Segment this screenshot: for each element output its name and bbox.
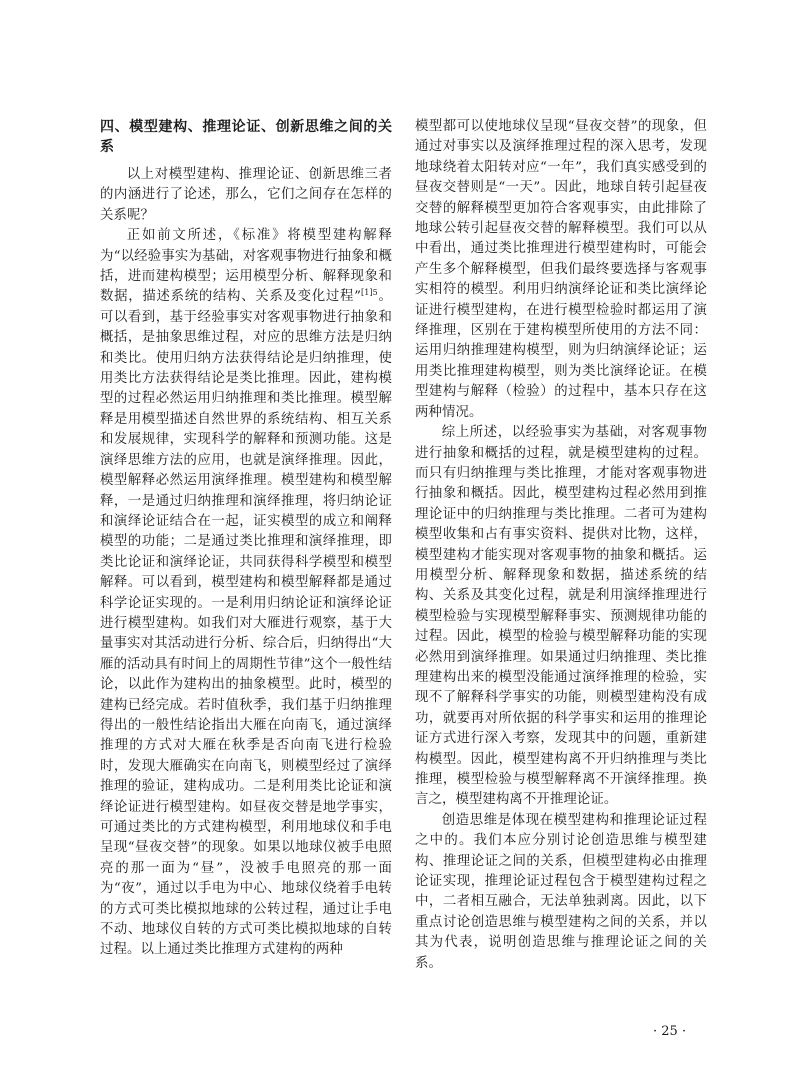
paragraph-continued: 模型都可以使地球仪呈现“昼夜交替”的现象，但通过对事实以及演绎推理过程的深入思考，发现地球绕着太阳转对应“一年”，我们真实感受到的昼夜交替则是“一天”。因此，地球自转引起昼夜交替的解释模型更加符合客观事实，由此排除了地球公转引起昼夜交替的解释模型。我们可以从中看出，通过类比推理进行模型建构时，可能会产生多个解释模型，但我们最终要选择与客观事实相符的模型。利用归纳演绎论证和类比演绎论证进行模型建构，在进行模型检验时都运用了演绎推理，区别在于建构模型所使用的方法不同：运用归纳推理建构模型，则为归纳演绎论证；运用类比推理建构模型，则为类比演绎论证。在模型建构与解释（检验）的过程中，基本只存在这两种情况。 xyxy=(415,119,707,420)
paragraph: 综上所述，以经验事实为基础，对客观事物进行抽象和概括的过程，就是模型建构的过程。而只有归纳推理与类比推理，才能对客观事物进行抽象和概括。因此，模型建构过程必然用到推理论证中的归纳推理与类比推理。二者可为建构模型收集和占有事实资料、提供对比物，这样，模型建构才能实现对客观事物的抽象和概括。运用模型分析、解释现象和数据，描述系统的结构、关系及其变化过程，就是利用演绎推理进行模型检验与实现模型解释事实、预测规律功能的过程。因此，模型的检验与模型解释功能的实现必然用到演绎推理。如果通过归纳推理、类比推理建构出来的模型没能通过演绎推理的检验，实现不了解释科学事实的功能，则模型建构没有成功，就要再对所依据的科学事实和运用的推理论证方式进行深入考察，发现其中的问题，重新建构模型。因此，模型建构离不开归纳推理与类比推理，模型检验与模型解释离不开演绎推理。换言之，模型建构离不开推理论证。 xyxy=(415,425,707,808)
left-column xyxy=(100,117,392,961)
page-number: · 25 · xyxy=(653,1024,687,1039)
paragraph: 以上对模型建构、推理论证、创新思维三者的内涵进行了论述，那么，它们之间存在怎样的关系呢？ xyxy=(100,167,392,223)
section-heading: 四、模型建构、推理论证、创新思维之间的关系 xyxy=(100,119,392,155)
paragraph: 创造思维是体现在模型建构和推理论证过程之中的。我们本应分别讨论创造思维与模型建构、推理论证之间的关系，但模型建构必由推理论证实现，推理论证过程包含于模型建构过程之中，二者相互融合，无法单独剥离。因此，以下重点讨论创造思维与模型建构之间的关系，并以其为代表，说明创造思维与推理论证之间的关系。 xyxy=(415,812,707,971)
citation-mark: [1]5 xyxy=(361,288,378,298)
right-column xyxy=(415,117,707,974)
paragraph-text: 正如前文所述，《标准》将模型建构解释为“以经验事实为基础，对客观事物进行抽象和概括，进而建构模型；运用模型分析、解释现象和数据，描述系统的结构、关系及变化过程”$^{[1]5}$。可以看到，基于经验事实对客观事物进行抽象和概括，是抽象思维过程，对应的思维方法是归纳和类比。使用归纳方法获得结论是归纳推理，使用类比方法获得结论是类比推理。因此，建构模型的过程必然运用归纳推理和类比推理。模型解释是用模型描述自然世界的系统结构、相互关系和发展规律，实现科学的解释和预测功能。这是演绎思维方法的应用，也就是演绎推理。因此，模型解释必然运用演绎推理。模型建构和模型解释，一是通过归纳推理和演绎推理，将归纳论证和演绎论证结合在一起，证实模型的成立和阐释模型的功能；二是通过类比推理和演绎推理，即类比论证和演绎论证，共同获得科学模型和模型解释。可以看到，模型建构和模型解释都是通过科学论证实现的。一是利用归纳论证和演绎论证进行模型建构。如我们对大雁进行观察，基于大量事实对其活动进行分析、综合后，归纳得出“大雁的活动具有时间上的周期性节律”这个一般性结论，以此作为建构出的抽象模型。此时，模型的建构已经完成。若时值秋季，我们基于归纳推理得出的一般性结论指出大雁在向南飞，通过演绎推理的方式对大雁在秋季是否向南飞进行检验时，发现大雁确实在向南飞，则模型经过了演绎推理的验证，建构成功。二是利用类比论证和演绎论证进行模型建构。如昼夜交替是地学事实，可通过类比的方式建构模型，利用地球仪和手电呈现“昼夜交替”的现象。如果以地球仪被手电照亮的那一面为“昼”，没被手电照亮的那一面为“夜”，通过以手电为中心、地球仪绕着手电转的方式可类比模拟地球的公转过程，通过让手电不动、地球仪自转的方式可类比模拟地球的自转过程。以上通过类比推理方式建构的两种 xyxy=(100,228,392,958)
paragraph-with-citation xyxy=(100,226,392,961)
